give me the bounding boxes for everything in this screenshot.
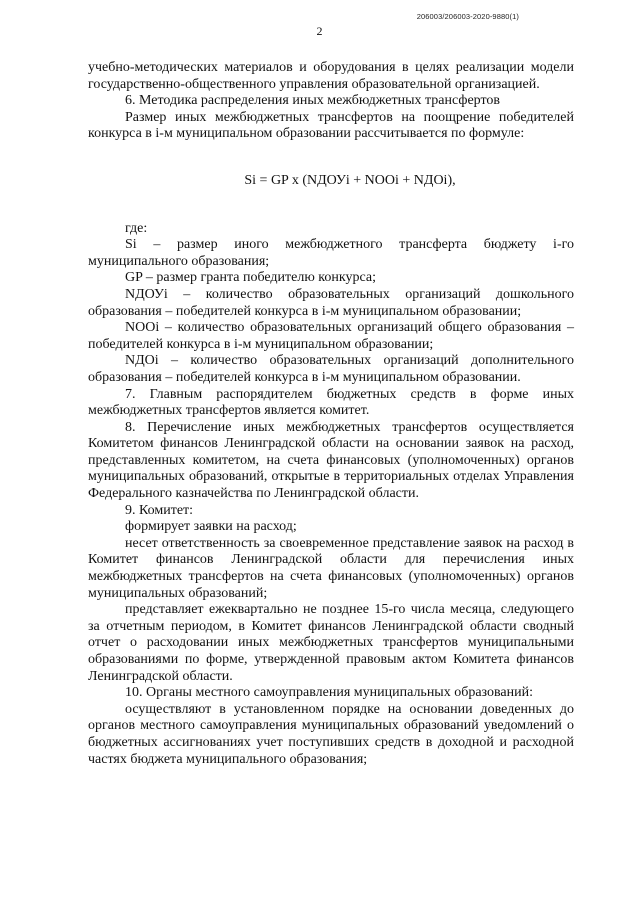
where-label: где: <box>125 220 148 236</box>
section-10-title: 10. Органы местного самоуправления муниципальных образований: <box>125 685 534 701</box>
document-id: 206003/206003-2020-9880(1) <box>416 12 519 21</box>
definition-gp: GP – размер гранта победителю конкурса; <box>125 270 376 286</box>
definition-ndoi: NДОi – количество образовательных организаций дополнительного образования – победителей конкурса в i-м муниципальном образовании. <box>88 353 574 385</box>
section-8: 8. Перечисление иных межбюджетных трансфертов осуществляется Комитетом финансов Ленинградской области на основании заявок на расход, представленных комитетом, на счета финансовых (уполномоченных) органов муниципальных образований, открытые в территориальных отделах Управления Федерального казначейства по Ленинградской области. <box>88 419 574 502</box>
section-6-text: Размер иных межбюджетных трансфертов на поощрение победителей конкурса в i-м муниципальном образовании рассчитывается по формуле: <box>88 109 574 142</box>
formula: Si = GP х (NДОУi + NOOi + NДОi), <box>244 172 456 188</box>
section-9-item-3: представляет ежеквартально не позднее 15-го числа месяца, следующего за отчетным периодом, в Комитет финансов Ленинградской области сводный отчет о расходовании иных межбюджетных трансфертов муниципальными образованиями по форме, утвержденной правовым актом Комитета финансов Ленинградской области. <box>88 602 574 684</box>
section-9-item-2: несет ответственность за своевременное представление заявок на расход в Комитет финансов Ленинградской области для перечисления иных межбюджетных трансфертов на счета финансовых (уполномоченных) органов муниципальных образований; <box>88 535 574 601</box>
page-number: 2 <box>316 24 323 38</box>
section-10-item-1: осуществляют в установленном порядке на основании доведенных до органов местного самоуправления муниципальных образований уведомлений о бюджетных ассигнованиях учет поступивших средств в доходной и расходной частях бюджета муниципального образования; <box>88 701 574 767</box>
section-9-title: 9. Комитет: <box>125 502 194 518</box>
definition-si: Si – размер иного межбюджетного трансферта бюджету i-го муниципального образования; <box>88 237 574 269</box>
section-7: 7. Главным распорядителем бюджетных средств в форме иных межбюджетных трансфертов является комитет. <box>88 386 574 419</box>
section-9-item-1: формирует заявки на расход; <box>125 519 297 535</box>
paragraph-continuation: учебно-методических материалов и оборудования в целях реализации модели государственно-общественного управления образовательной организацией. <box>88 60 574 92</box>
definition-nooi: NOOi – количество образовательных организаций общего образования – победителей конкурса в i-м муниципальном образовании; <box>88 320 574 352</box>
document-body <box>88 60 574 768</box>
section-6-title: 6. Методика распределения иных межбюджетных трансфертов <box>125 93 501 109</box>
definition-ndoui: NДОУi – количество образовательных организаций дошкольного образования – победителей конкурса в i-м муниципальном образовании; <box>88 286 574 319</box>
